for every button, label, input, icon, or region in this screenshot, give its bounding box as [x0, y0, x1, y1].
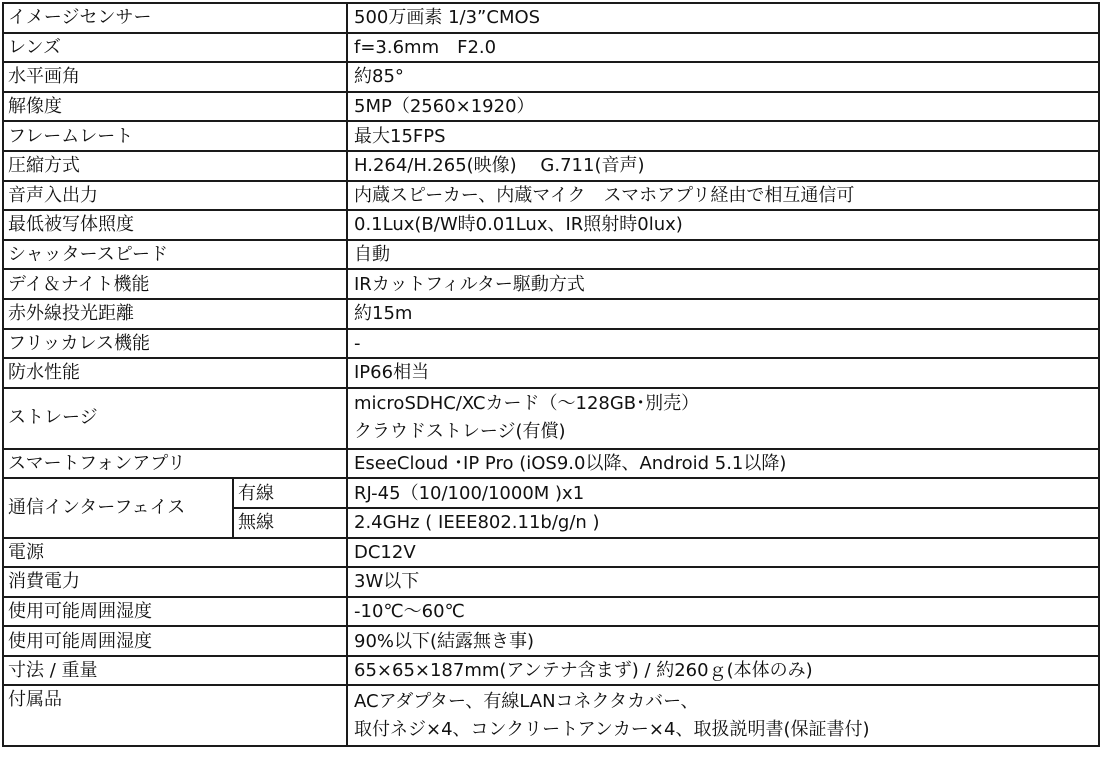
spec-value: 約85°	[347, 62, 1099, 92]
spec-label-storage: ストレージ	[3, 388, 347, 449]
spec-value: 5MP（2560×1920）	[347, 92, 1099, 122]
interface-wired-value: RJ-45（10/100/1000M )x1	[347, 478, 1099, 508]
storage-line-2: クラウドストレージ(有償)	[354, 421, 566, 443]
spec-label: 電源	[3, 538, 347, 568]
spec-value: 500万画素 1/3”CMOS	[347, 3, 1099, 33]
spec-label: 解像度	[3, 92, 347, 122]
spec-label: フレームレート	[3, 121, 347, 151]
spec-label: 水平画角	[3, 62, 347, 92]
spec-label: 防水性能	[3, 358, 347, 388]
accessories-line-2: 取付ネジ×4、コンクリートアンカー×4、取扱説明書(保証書付)	[354, 718, 870, 740]
spec-label: デイ＆ナイト機能	[3, 269, 347, 299]
spec-row	[3, 240, 1099, 270]
spec-row-app	[3, 449, 1099, 479]
spec-value: IP66相当	[347, 358, 1099, 388]
spec-table	[2, 2, 1100, 747]
spec-value: -10℃～60℃	[347, 597, 1099, 627]
spec-label: 圧縮方式	[3, 151, 347, 181]
spec-value: 最大15FPS	[347, 121, 1099, 151]
spec-value: f=3.6mm F2.0	[347, 33, 1099, 63]
spec-row	[3, 626, 1099, 656]
spec-label: 寸法 / 重量	[3, 656, 347, 686]
interface-wireless-label: 無線	[233, 508, 347, 538]
storage-line-1: microSDHC/XCカード（～128GB･別売）	[354, 393, 700, 415]
spec-value: 0.1Lux(B/W時0.01Lux、IR照射時0lux)	[347, 210, 1099, 240]
spec-value: 自動	[347, 240, 1099, 270]
accessories-line-1: ACアダプター、有線LANコネクタカバー、	[354, 690, 699, 712]
spec-value: H.264/H.265(映像) G.711(音声)	[347, 151, 1099, 181]
spec-row	[3, 62, 1099, 92]
spec-value: 3W以下	[347, 567, 1099, 597]
spec-row	[3, 567, 1099, 597]
spec-label: 消費電力	[3, 567, 347, 597]
spec-label: 使用可能周囲湿度	[3, 597, 347, 627]
spec-row-accessories	[3, 685, 1099, 746]
spec-row	[3, 538, 1099, 568]
spec-value: DC12V	[347, 538, 1099, 568]
spec-value-app: EseeCloud ･IP Pro (iOS9.0以降、Android 5.1以降)	[347, 449, 1099, 479]
spec-row	[3, 329, 1099, 359]
spec-label: 音声入出力	[3, 181, 347, 211]
spec-label: フリッカレス機能	[3, 329, 347, 359]
spec-value: 90%以下(結露無き事)	[347, 626, 1099, 656]
spec-label-accessories: 付属品	[3, 685, 347, 746]
spec-label: 赤外線投光距離	[3, 299, 347, 329]
spec-label: 使用可能周囲湿度	[3, 626, 347, 656]
spec-value-accessories	[347, 685, 1099, 746]
spec-row	[3, 3, 1099, 33]
spec-row	[3, 656, 1099, 686]
spec-row	[3, 358, 1099, 388]
spec-row	[3, 121, 1099, 151]
interface-wireless-value: 2.4GHz ( IEEE802.11b/g/n )	[347, 508, 1099, 538]
spec-label: シャッタースピード	[3, 240, 347, 270]
spec-value: -	[347, 329, 1099, 359]
spec-value: 65×65×187mm(アンテナ含まず) / 約260ｇ(本体のみ)	[347, 656, 1099, 686]
spec-row	[3, 181, 1099, 211]
spec-row	[3, 33, 1099, 63]
spec-row	[3, 269, 1099, 299]
spec-value: IRカットフィルター駆動方式	[347, 269, 1099, 299]
spec-row	[3, 151, 1099, 181]
spec-row	[3, 597, 1099, 627]
spec-table-body	[3, 3, 1099, 746]
spec-value: 約15m	[347, 299, 1099, 329]
spec-row	[3, 299, 1099, 329]
spec-label: イメージセンサー	[3, 3, 347, 33]
spec-value-storage	[347, 388, 1099, 449]
spec-row-storage	[3, 388, 1099, 449]
spec-row	[3, 92, 1099, 122]
spec-value: 内蔵スピーカー、内蔵マイク スマホアプリ経由で相互通信可	[347, 181, 1099, 211]
spec-label-app: スマートフォンアプリ	[3, 449, 347, 479]
spec-row-interface-wired	[3, 478, 1099, 508]
spec-label-interface: 通信インターフェイス	[3, 478, 233, 537]
spec-row	[3, 210, 1099, 240]
spec-label: レンズ	[3, 33, 347, 63]
interface-wired-label: 有線	[233, 478, 347, 508]
spec-label: 最低被写体照度	[3, 210, 347, 240]
